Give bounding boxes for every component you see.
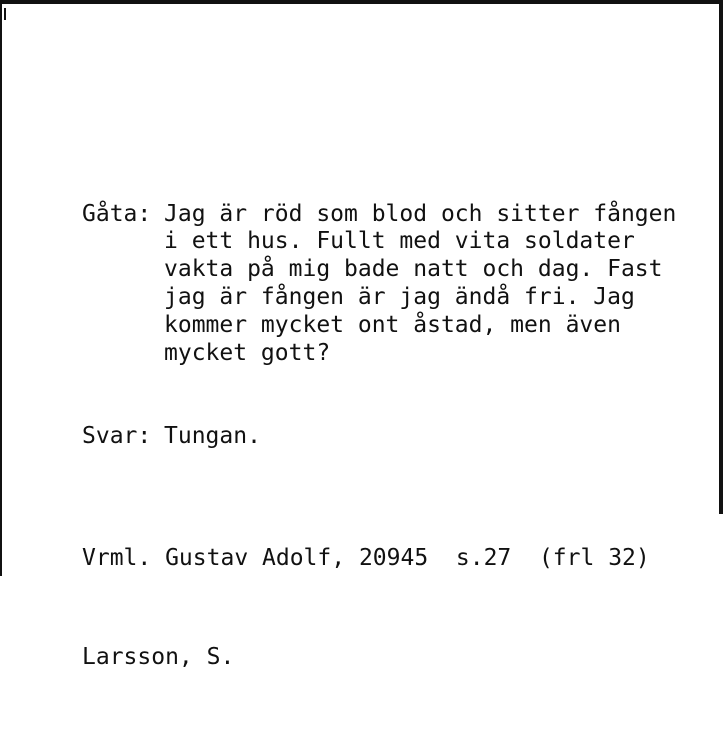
- question-line: mycket gott?: [164, 339, 331, 366]
- question-line: vakta på mig bade natt och dag. Fast: [164, 256, 663, 283]
- source-footer: [82, 476, 650, 740]
- answer-row: [82, 423, 676, 451]
- question-row: [82, 201, 676, 368]
- riddle-block: [82, 145, 676, 506]
- right-edge-border: [719, 4, 723, 514]
- question-line: Jag är röd som blod och sitter fången: [164, 200, 677, 227]
- source-reference: Vrml. Gustav Adolf, 20945 s.27 (frl 32): [82, 545, 650, 571]
- answer-text: Tungan.: [164, 422, 261, 449]
- question-line: i ett hus. Fullt med vita soldater: [164, 228, 635, 255]
- top-left-edge-mark: [4, 8, 6, 20]
- question-label: Gåta:: [82, 200, 152, 227]
- question-line: jag är fången är jag ändå fri. Jag: [164, 283, 635, 310]
- answer-label: Svar:: [82, 422, 152, 449]
- collector-name: Larsson, S.: [82, 644, 235, 670]
- question-line: kommer mycket ont åstad, men även: [164, 311, 621, 338]
- question-text: [164, 201, 676, 368]
